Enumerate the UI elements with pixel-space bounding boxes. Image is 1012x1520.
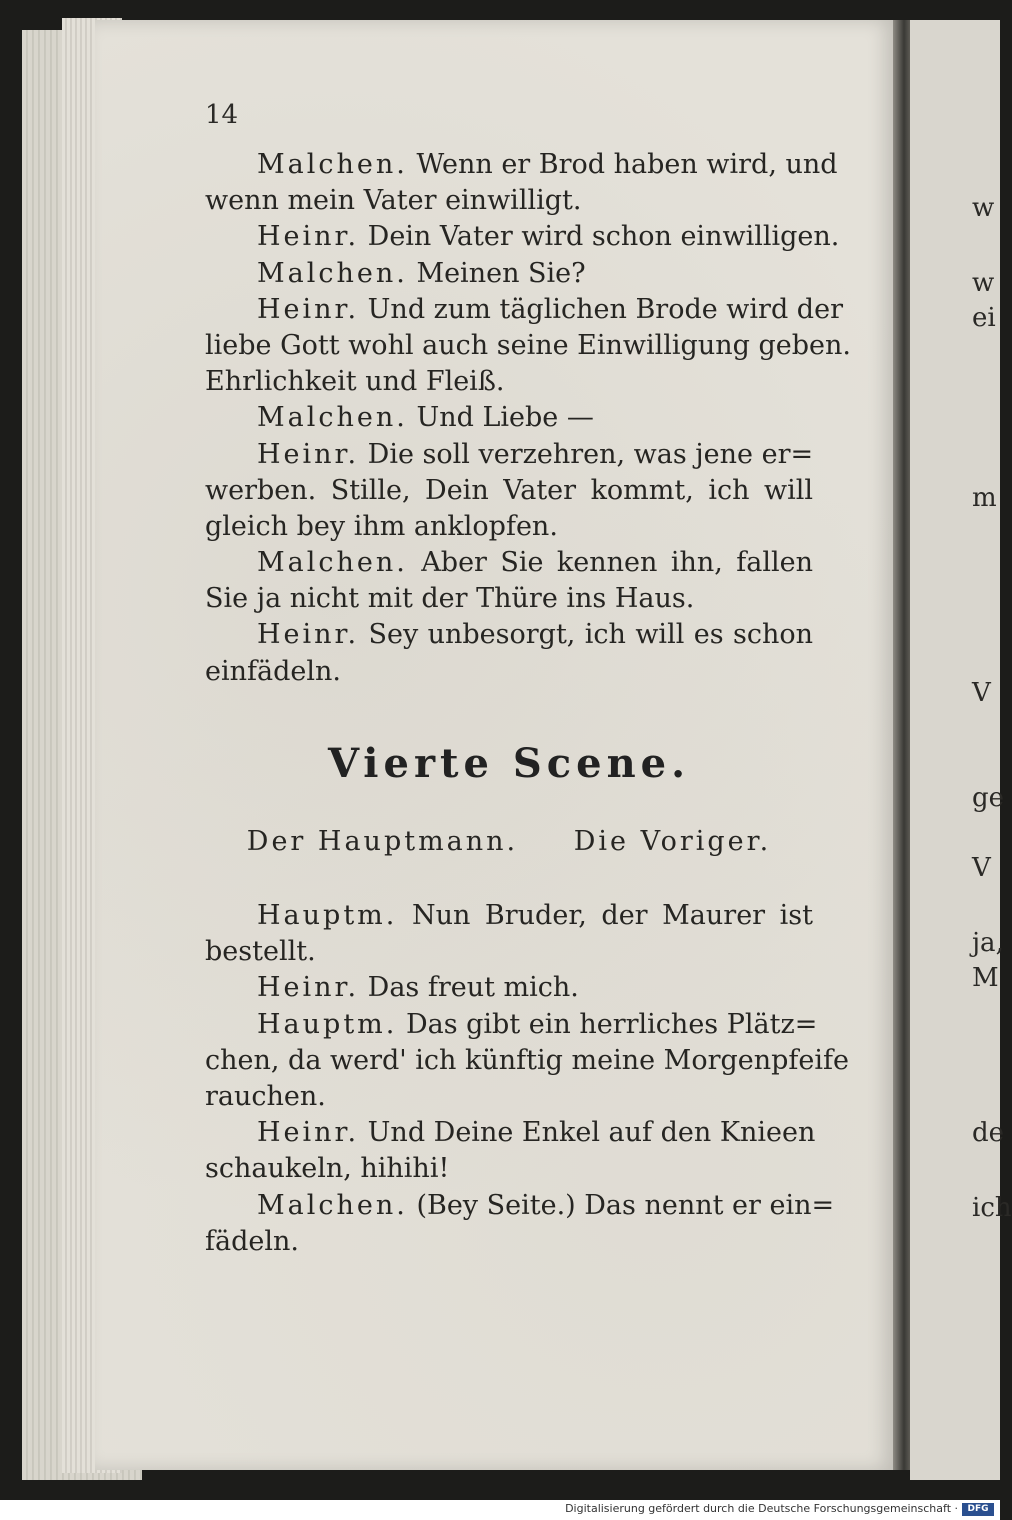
line-text: Sie ja nicht mit der Thüre ins Haus. — [205, 583, 695, 615]
speaker-name: Malchen. — [257, 1189, 408, 1221]
text-line — [205, 219, 840, 255]
speaker-name: Hauptm. — [257, 1008, 398, 1040]
cast-item: Der Hauptmann. — [246, 826, 519, 857]
line-text: Das gibt ein herrliches Plätz= — [405, 1008, 818, 1040]
right-page-fragment: ei — [972, 303, 996, 333]
line-text: Dein Vater wird schon einwilligen. — [367, 221, 840, 253]
dfg-logo: DFG — [962, 1503, 994, 1516]
speaker-name: Malchen. — [257, 149, 408, 180]
line-text: (Bey Seite.) Das nennt er ein= — [416, 1189, 835, 1221]
line-text: gleich bey ihm anklopfen. — [205, 510, 558, 542]
line-text: liebe Gott wohl auch seine Einwilligung geben. — [205, 329, 851, 361]
speaker-name: Heinr. — [257, 293, 360, 325]
line-text: Sey unbesorgt, ich will es schon — [368, 619, 813, 651]
right-page-fragment: w — [972, 193, 995, 223]
footer-bar — [0, 1500, 1000, 1520]
text-line — [205, 292, 843, 328]
text-line — [205, 1115, 816, 1151]
text-line — [205, 473, 813, 509]
line-text: einfädeln. — [205, 655, 341, 687]
text-line — [205, 581, 813, 617]
text-line — [205, 328, 851, 364]
text-line — [205, 1079, 813, 1115]
text-line — [205, 654, 813, 690]
text-line — [205, 934, 813, 970]
text-line — [205, 1188, 835, 1224]
text-line — [205, 1007, 818, 1043]
text-line — [205, 364, 813, 400]
line-text: Nun Bruder, der Maurer ist — [411, 900, 813, 931]
text-line — [205, 1043, 849, 1079]
text-line — [205, 509, 813, 545]
right-page-fragment: w — [972, 268, 995, 298]
dialogue-block-2 — [205, 898, 849, 1260]
line-text: Und Deine Enkel auf den Knieen — [367, 1117, 816, 1149]
right-page-fragment: m — [972, 483, 997, 513]
right-page-fragment: de — [972, 1118, 1005, 1148]
speaker-name: Heinr. — [257, 221, 360, 253]
text-line — [205, 437, 813, 473]
line-text: fädeln. — [205, 1225, 299, 1257]
text-line — [205, 970, 813, 1006]
line-text: Ehrlichkeit und Fleiß. — [205, 366, 505, 398]
right-page — [910, 20, 1012, 1480]
line-text: wenn mein Vater einwilligt. — [205, 185, 582, 217]
scene-heading: Vierte Scene. — [327, 740, 691, 787]
speaker-name: Heinr. — [257, 972, 360, 1004]
text-line — [205, 400, 813, 436]
dialogue-block-1 — [205, 147, 851, 690]
speaker-name: Malchen. — [257, 547, 408, 579]
line-text: Das freut mich. — [367, 972, 579, 1004]
right-page-fragment: M — [972, 963, 999, 993]
text-line — [205, 898, 813, 934]
speaker-name: Heinr. — [257, 1117, 360, 1149]
speaker-name: Hauptm. — [257, 900, 398, 931]
speaker-name: Heinr. — [257, 438, 360, 470]
text-line — [205, 617, 813, 653]
text-line — [205, 1151, 813, 1187]
line-text: Aber Sie kennen ihn, fallen — [421, 547, 813, 579]
line-text: schaukeln, hihihi! — [205, 1153, 450, 1185]
right-page-fragment: ja, — [972, 928, 1004, 958]
line-text: werben. Stille, Dein Vater kommt, ich will — [205, 474, 813, 506]
line-text: bestellt. — [205, 936, 316, 968]
line-text: rauchen. — [205, 1080, 326, 1112]
line-text: Meinen Sie? — [416, 257, 586, 289]
text-line — [205, 183, 813, 219]
line-text: Und Liebe — — [416, 402, 594, 434]
right-page-fragment: ich — [972, 1193, 1012, 1223]
text-line — [205, 256, 813, 292]
right-page-fragment: ge — [972, 783, 1005, 813]
speaker-name: Malchen. — [257, 257, 408, 289]
text-line — [205, 545, 813, 581]
footer-credit: Digitalisierung gefördert durch die Deutsche Forschungsgemeinschaft · — [565, 1502, 958, 1515]
cast-list — [205, 826, 813, 857]
line-text: chen, da werd' ich künftig meine Morgenpfeife — [205, 1044, 849, 1076]
text-line — [205, 1224, 813, 1260]
right-page-fragment: V — [972, 853, 991, 883]
text-line — [205, 147, 838, 183]
page-number: 14 — [205, 100, 239, 130]
line-text: Und zum täglichen Brode wird der — [367, 293, 843, 325]
line-text: Wenn er Brod haben wird, und — [416, 149, 838, 180]
speaker-name: Malchen. — [257, 402, 408, 434]
line-text: Die soll verzehren, was jene er= — [367, 438, 814, 470]
speaker-name: Heinr. — [257, 619, 360, 651]
cast-item: Die Voriger. — [573, 826, 772, 857]
right-page-fragment: V — [972, 678, 991, 708]
